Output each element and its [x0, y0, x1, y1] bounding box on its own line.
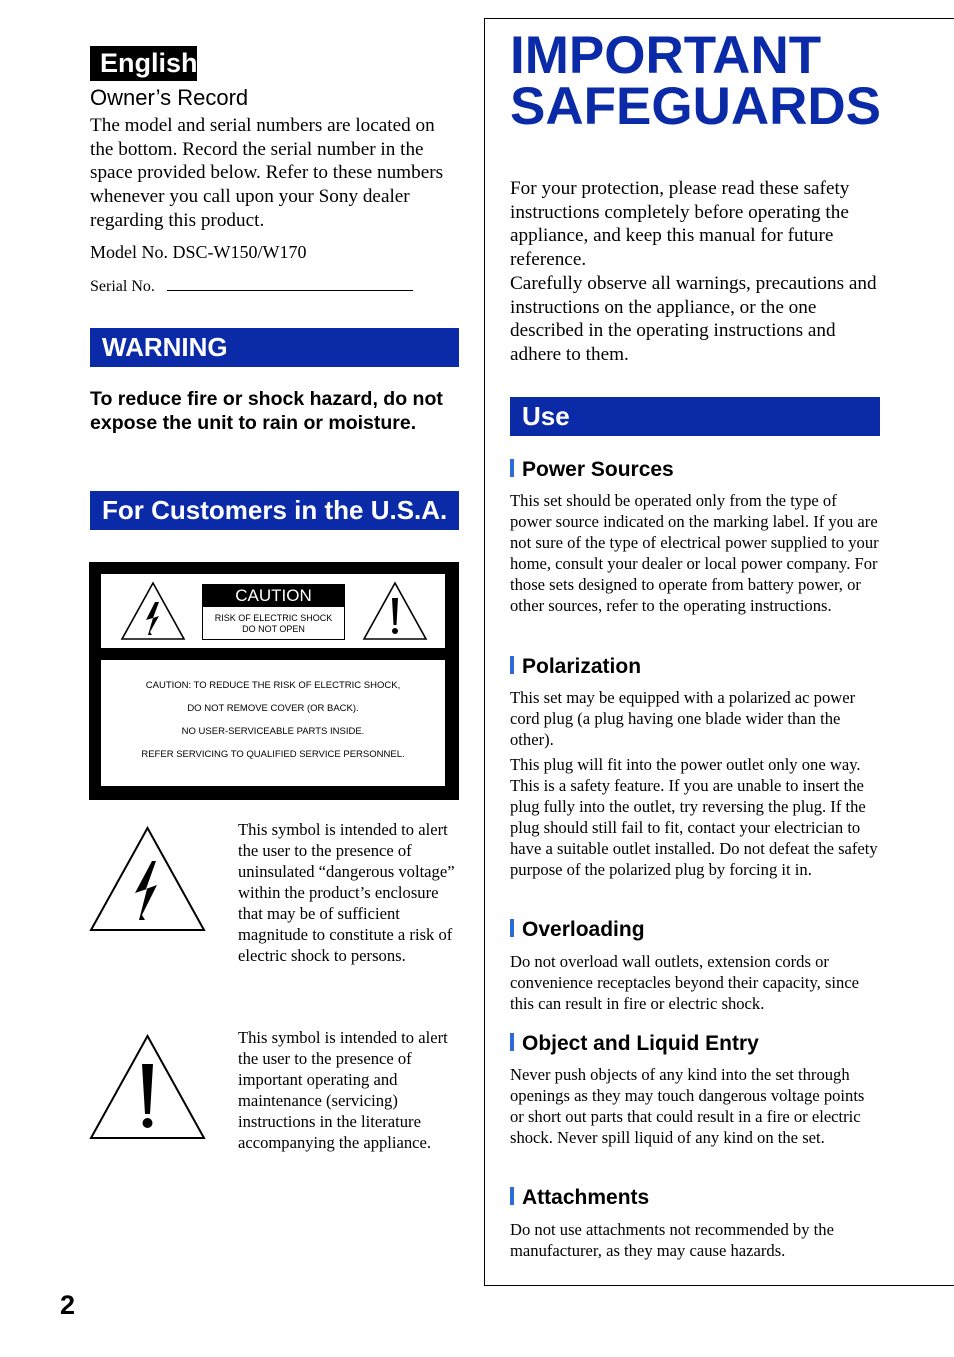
section-text-polarization: This set may be equipped with a polarized ac power cord plug (a plug having one blade wider than the other). — [510, 688, 856, 749]
section-text-attachments: Do not use attachments not recommended by the manufacturer, as they may cause hazards. — [510, 1220, 834, 1260]
usa-heading: For Customers in the U.S.A. — [90, 491, 459, 530]
language-tag: English — [90, 46, 197, 81]
caution-label-bottom — [101, 660, 445, 786]
caution-plate-subtext — [203, 607, 344, 635]
owners-record-text: The model and serial numbers are located on the bottom. Record the serial number in the space provided below. Refer to these numbers whenever you call upon your Sony dealer regarding this product. — [90, 115, 444, 231]
warning-text: To reduce fire or shock hazard, do not expose the unit to rain or moisture. — [90, 388, 443, 434]
bullet-bar — [510, 1187, 514, 1205]
caution-plate-line-1: RISK OF ELECTRIC SHOCK — [214, 613, 333, 623]
lightning-triangle-icon — [89, 826, 206, 932]
bullet-bar — [510, 459, 514, 477]
serial-number — [90, 276, 413, 296]
serial-blank-line — [167, 276, 413, 291]
page-number: 2 — [60, 1290, 76, 1320]
bullet-bar — [510, 656, 514, 674]
caution-label-top — [101, 574, 445, 648]
lightning-triangle-icon — [119, 580, 187, 642]
symbol-description-2: This symbol is intended to alert the user to the presence of important operating and maintenance (servicing) instructions in the literature accompanying the appliance. — [238, 1028, 448, 1152]
warning-heading: WARNING — [90, 328, 459, 367]
section-text-power-sources: This set should be operated only from the type of power source indicated on the marking label. If you are not sure of the type of electrical power supplied to your home, consult your dealer or local power company. For those sets designed to operate from battery power, or other sources, refer to the operating instructions. — [510, 491, 879, 615]
section-text-overloading: Do not overload wall outlets, extension cords or convenience receptacles beyond their capacity, since this can result in fire or electric shock. — [510, 952, 860, 1013]
caution-line-4: REFER SERVICING TO QUALIFIED SERVICE PERSONNEL. — [141, 749, 405, 760]
exclamation-triangle-icon — [89, 1034, 206, 1140]
section-heading-object-liquid-entry: Object and Liquid Entry — [510, 1032, 759, 1056]
bullet-bar — [510, 919, 514, 937]
page-title — [510, 26, 882, 136]
section-heading-attachments: Attachments — [510, 1186, 649, 1210]
intro-paragraph-1: For your protection, please read these safety instructions completely before operating the appliance, and keep this manual for future reference. — [510, 178, 850, 271]
section-text-polarization-2: This plug will fit into the power outlet only one way. This is a safety feature. If you are unable to insert the plug fully into the outlet, try reversing the plug. If the plug should still fail to fit, contact your electrician to have a suitable outlet installed. Do not defeat the safety purpose of the polarized plug by forcing it in. — [510, 755, 878, 879]
caution-line-3: NO USER-SERVICEABLE PARTS INSIDE. — [181, 726, 365, 737]
section-text-object-liquid-entry: Never push objects of any kind into the set through openings as they may touch dangerous voltage points or short out parts that could result in a fire or electric shock. Never spill liquid of any kind on the set. — [510, 1065, 865, 1147]
caution-plate-line-2: DO NOT OPEN — [242, 624, 305, 634]
section-heading-power-sources: Power Sources — [510, 458, 674, 482]
caution-line-1: CAUTION: TO REDUCE THE RISK OF ELECTRIC SHOCK, — [145, 680, 401, 691]
serial-label: Serial No. — [90, 278, 155, 295]
bullet-bar — [510, 1033, 514, 1051]
caution-plate — [202, 584, 345, 640]
page-title-line-2: SAFEGUARDS — [510, 77, 882, 136]
section-heading-polarization: Polarization — [510, 655, 641, 679]
model-number: Model No. DSC-W150/W170 — [90, 242, 307, 262]
intro-paragraph-2: Carefully observe all warnings, precautions and instructions on the appliance, or the one described in the operating instructions and adhere to them. — [510, 273, 877, 366]
owners-record-title: Owner’s Record — [90, 85, 249, 110]
caution-line-2: DO NOT REMOVE COVER (OR BACK). — [187, 703, 359, 714]
caution-label-box — [89, 562, 459, 800]
page-title-line-1: IMPORTANT — [510, 26, 822, 85]
caution-plate-heading: CAUTION — [203, 585, 344, 607]
section-heading-overloading: Overloading — [510, 918, 645, 942]
use-heading: Use — [510, 397, 880, 436]
exclamation-triangle-icon — [361, 580, 429, 642]
symbol-description-1: This symbol is intended to alert the user to the presence of uninsulated “dangerous voltage” within the product’s enclosure that may be of sufficient magnitude to constitute a risk of electric shock to persons. — [238, 820, 455, 965]
